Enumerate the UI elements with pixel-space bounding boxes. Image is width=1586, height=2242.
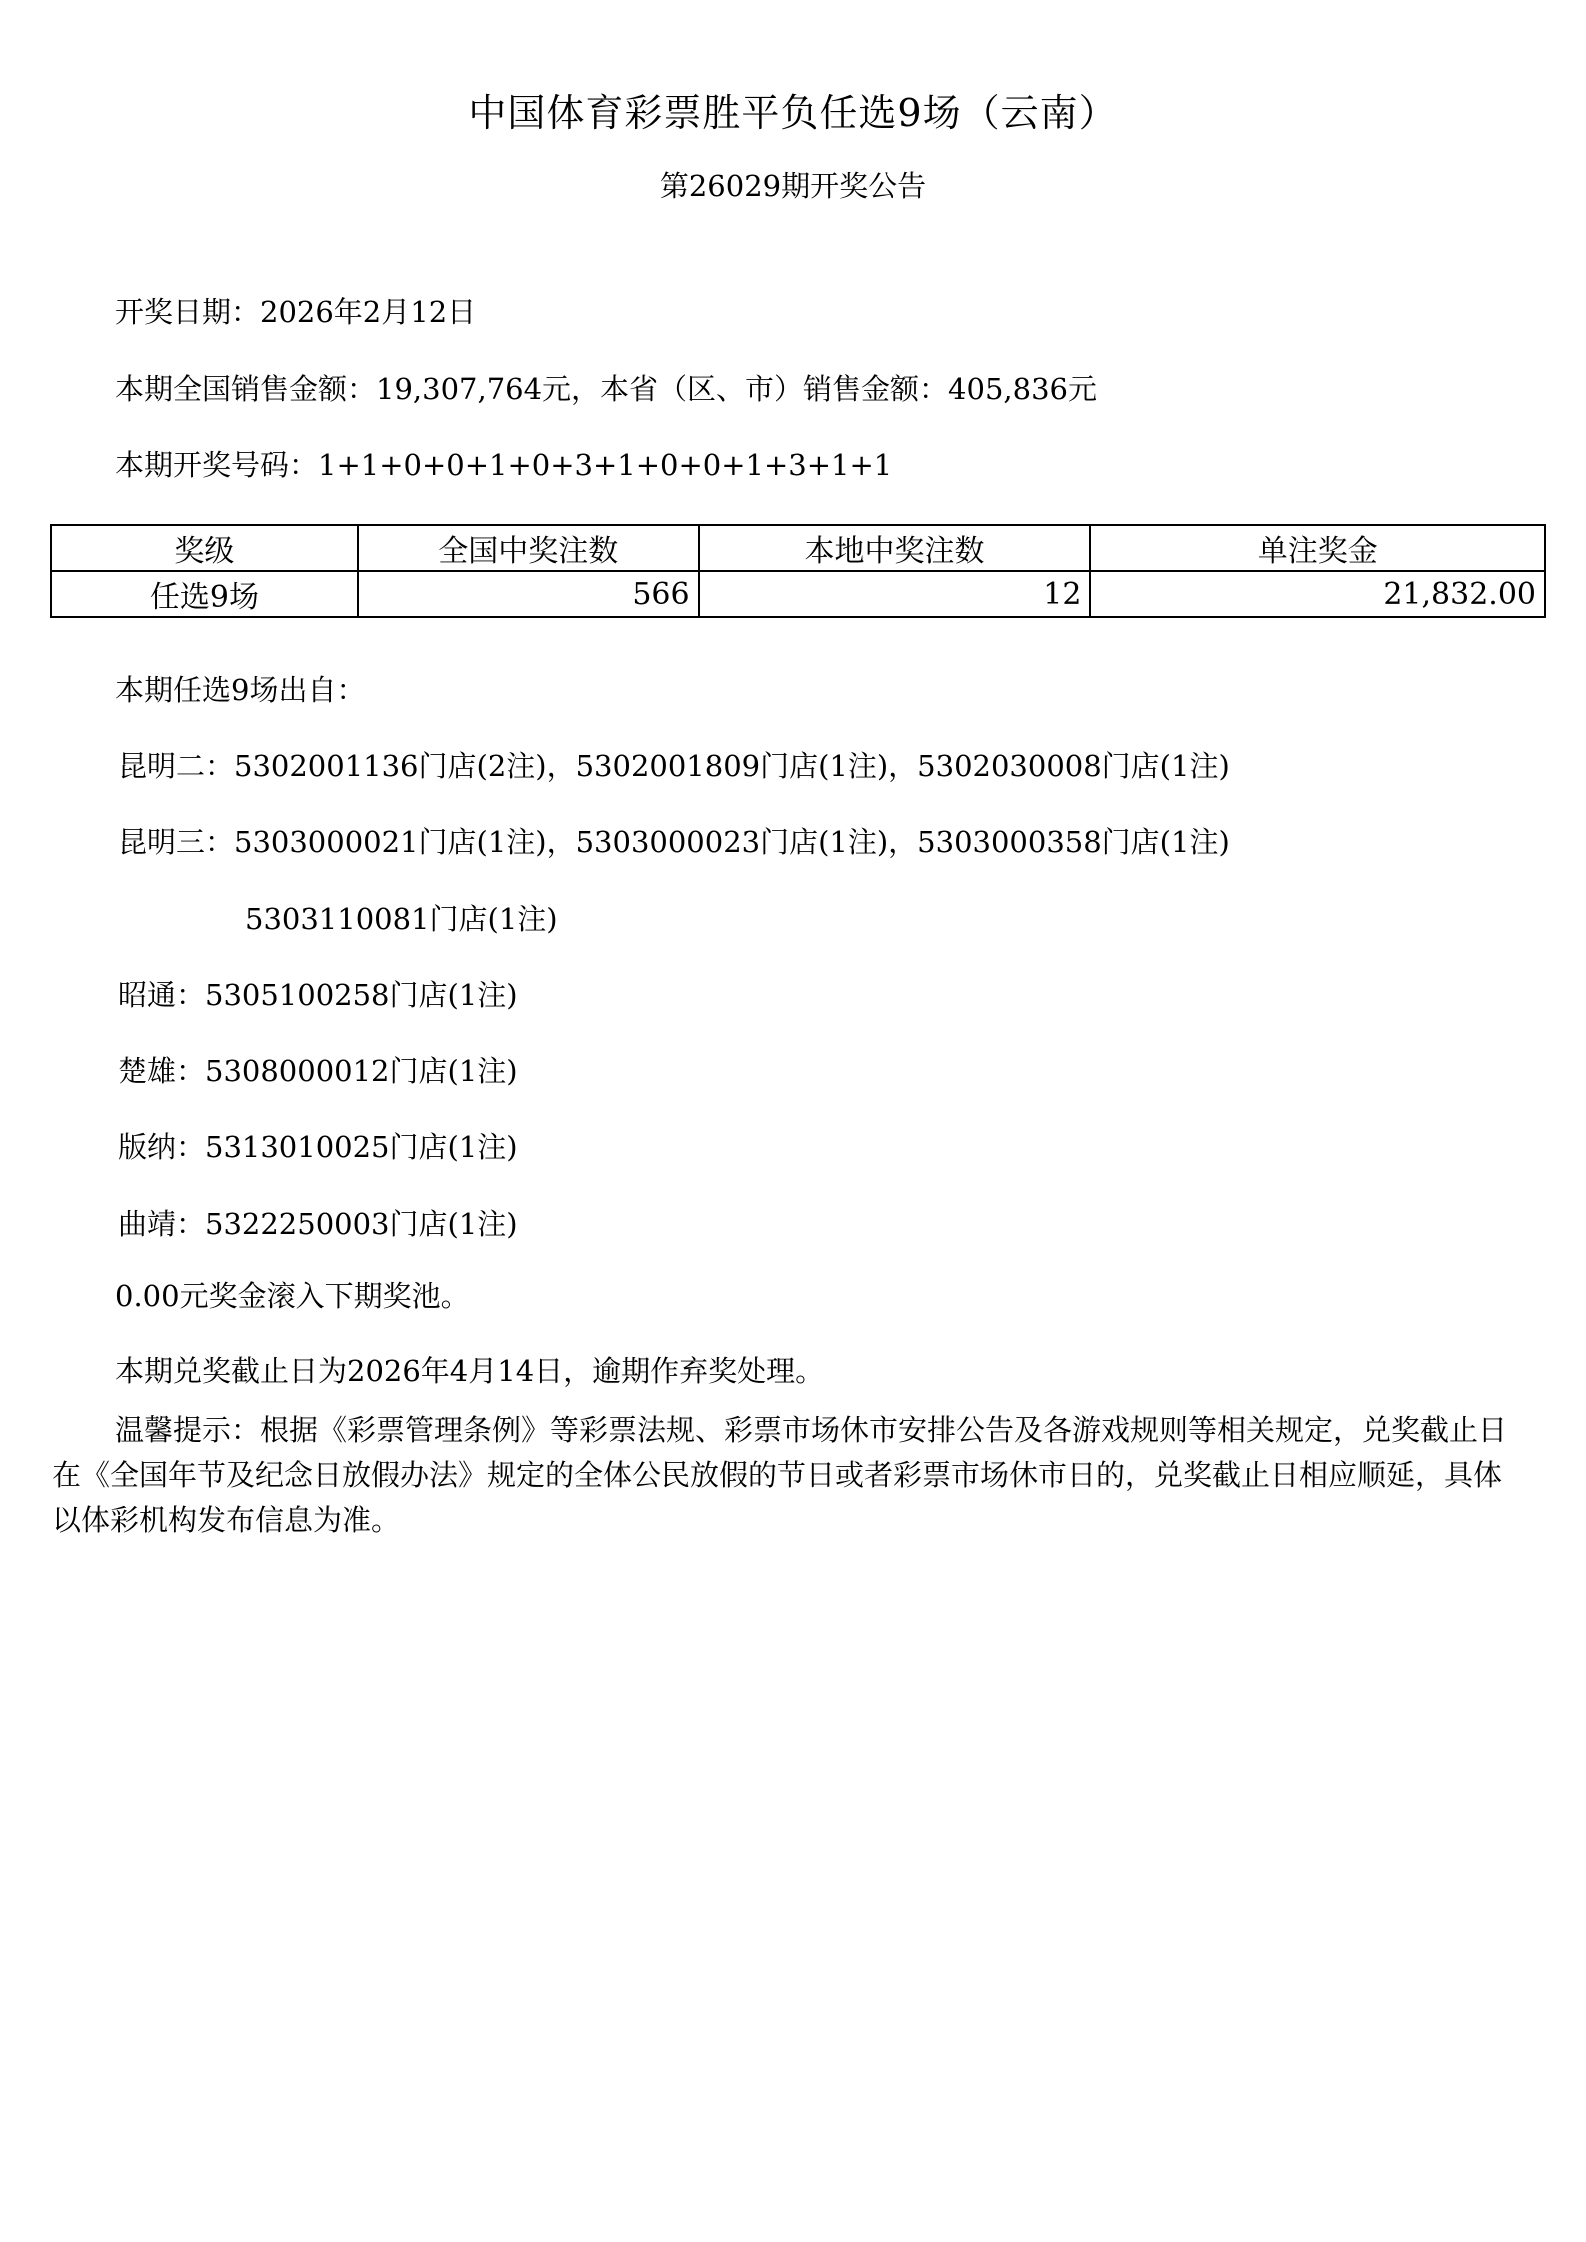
rollover-note: 0.00元奖金滚入下期奖池。 — [115, 1279, 470, 1313]
winner-line: 楚雄：5308000012门店(1注) — [118, 1054, 518, 1088]
winner-line: 曲靖：5322250003门店(1注) — [118, 1207, 518, 1241]
winner-line: 5303110081门店(1注) — [245, 902, 558, 936]
reminder-paragraph: 温馨提示：根据《彩票管理条例》等彩票法规、彩票市场休市安排公告及各游戏规则等相关规定，兑奖截止日在《全国年节及纪念日放假办法》规定的全体公民放假的节日或者彩票市场休市日的，兑奖截止日相应顺延，具体以体彩机构发布信息为准。 — [52, 1413, 1508, 1537]
claim-deadline: 本期兑奖截止日为2026年4月14日，逾期作弃奖处理。 — [115, 1354, 825, 1388]
page-subtitle: 第26029期开奖公告 — [659, 169, 927, 203]
winner-line: 昭通：5305100258门店(1注) — [118, 978, 518, 1012]
winner-line: 昆明二：5302001136门店(2注)，5302001809门店(1注)，5302030008门店(1注) — [118, 749, 1230, 783]
national-winners-cell: 566 — [358, 571, 699, 617]
winners-intro: 本期任选9场出自： — [115, 673, 366, 707]
page-title: 中国体育彩票胜平负任选9场（云南） — [468, 91, 1118, 135]
winner-line: 昆明三：5303000021门店(1注)，5303000023门店(1注)，5303000358门店(1注) — [118, 825, 1230, 859]
prize-table — [50, 524, 1546, 618]
draw-date: 开奖日期：2026年2月12日 — [115, 295, 477, 329]
table-header-cell: 本地中奖注数 — [699, 525, 1091, 571]
winning-numbers: 本期开奖号码：1+1+0+0+1+0+3+1+0+0+1+3+1+1 — [115, 448, 893, 482]
table-header-cell: 奖级 — [51, 525, 358, 571]
table-row — [51, 571, 1545, 617]
winner-line: 版纳：5313010025门店(1注) — [118, 1130, 518, 1164]
sales-amount: 本期全国销售金额：19,307,764元，本省（区、市）销售金额：405,836元 — [115, 372, 1097, 406]
table-header-cell: 单注奖金 — [1090, 525, 1545, 571]
prize-level-cell: 任选9场 — [51, 571, 358, 617]
local-winners-cell: 12 — [699, 571, 1091, 617]
prize-amount-cell: 21,832.00 — [1090, 571, 1545, 617]
table-header-cell: 全国中奖注数 — [358, 525, 699, 571]
table-header-row — [51, 525, 1545, 571]
